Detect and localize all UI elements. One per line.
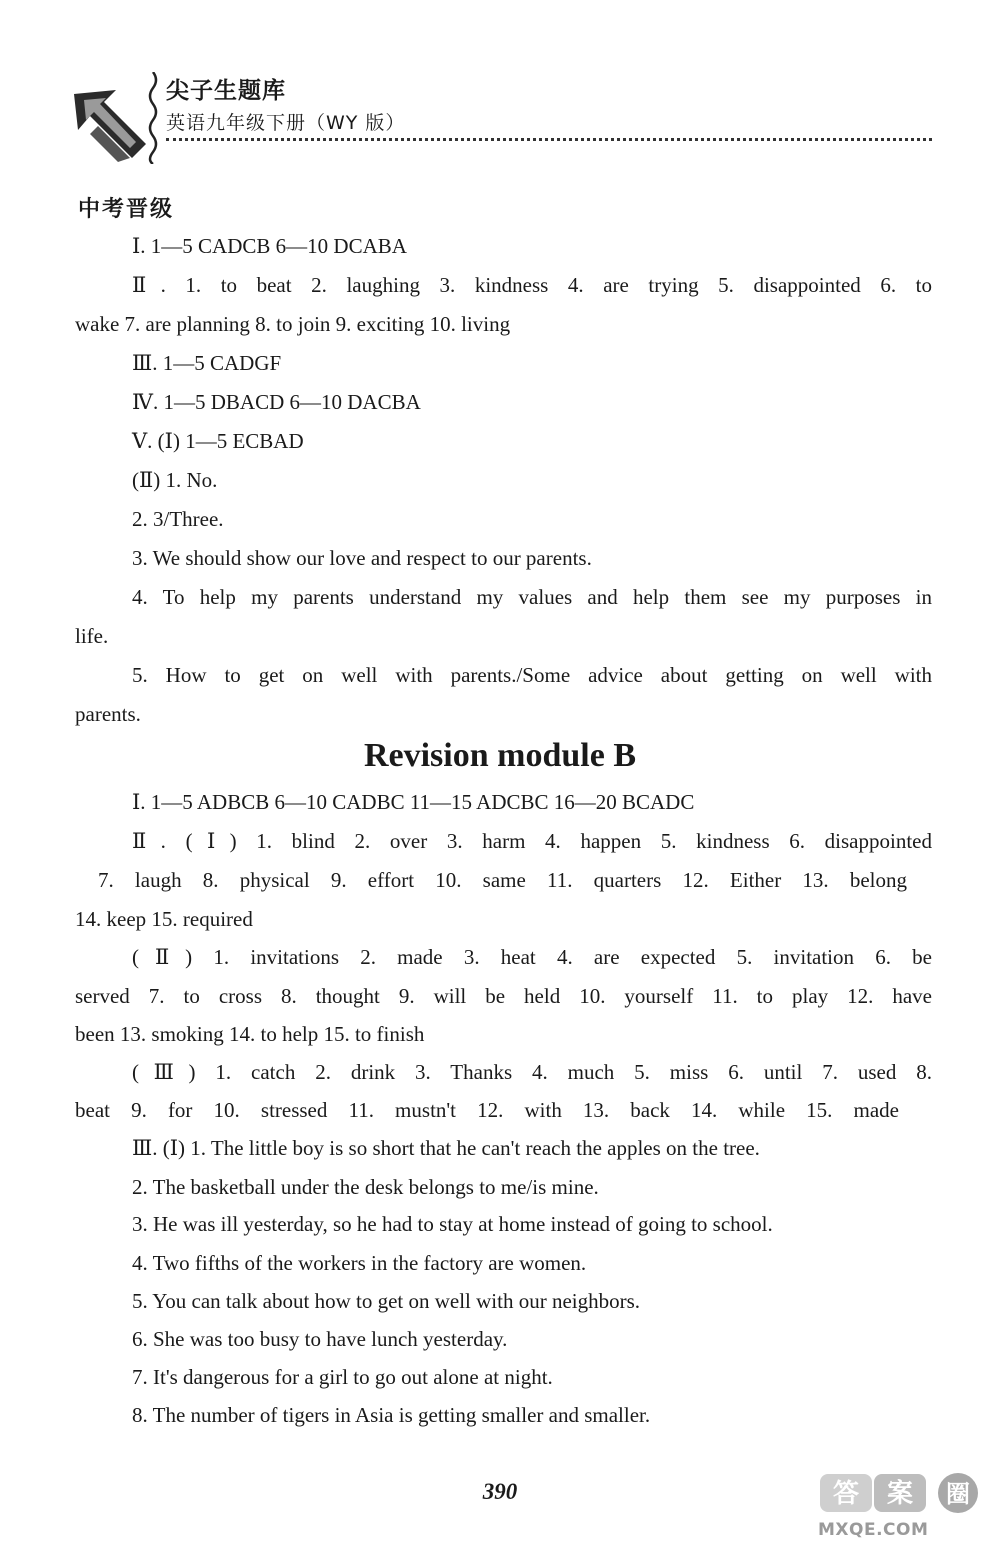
answer-line: wake 7. are planning 8. to join 9. exciting 10. living bbox=[75, 312, 511, 336]
answer-line: (Ⅱ) 1. No. bbox=[132, 468, 218, 492]
answer-line: 4. To help my parents understand my values and help them see my purposes in bbox=[132, 585, 932, 609]
answer-line: (Ⅲ) 1. catch 2. drink 3. Thanks 4. much 5. miss 6. until 7. used 8. bbox=[132, 1060, 932, 1084]
section-label: 中考晋级 bbox=[78, 197, 175, 222]
module-title: Revision module B bbox=[363, 737, 637, 774]
answer-line: been 13. smoking 14. to help 15. to finish bbox=[75, 1022, 425, 1046]
answer-line: 5. How to get on well with parents./Some advice about getting on well with bbox=[132, 663, 932, 687]
answer-line: (Ⅱ) 1. invitations 2. made 3. heat 4. are expected 5. invitation 6. be bbox=[132, 945, 932, 969]
answer-line: Ⅰ. 1—5 ADBCB 6—10 CADBC 11—15 ADCBC 16—20 BCADC bbox=[132, 790, 695, 814]
answer-line: 8. The number of tigers in Asia is getting smaller and smaller. bbox=[132, 1403, 651, 1427]
answer-line: 14. keep 15. required bbox=[75, 907, 253, 931]
answer-line: Ⅳ. 1—5 DBACD 6—10 DACBA bbox=[132, 390, 421, 414]
wavy-divider bbox=[146, 72, 160, 164]
answer-line: 3. We should show our love and respect to our parents. bbox=[132, 546, 592, 570]
book-series-title: 尖子生题库 bbox=[166, 78, 286, 104]
answer-line: 2. The basketball under the desk belongs to me/is mine. bbox=[132, 1175, 599, 1199]
answer-line: 5. You can talk about how to get on well with our neighbors. bbox=[132, 1289, 641, 1313]
answer-line: Ⅰ. 1—5 CADCB 6—10 DCABA bbox=[132, 234, 407, 258]
answer-line: life. bbox=[75, 624, 109, 648]
book-subtitle: 英语九年级下册（WY 版） bbox=[166, 112, 406, 134]
svg-text:案: 案 bbox=[886, 1479, 914, 1509]
answer-line: Ⅱ. 1. to beat 2. laughing 3. kindness 4. are trying 5. disappointed 6. to bbox=[132, 273, 932, 297]
svg-text:答: 答 bbox=[832, 1479, 860, 1509]
answer-line: 2. 3/Three. bbox=[132, 507, 224, 531]
answer-line: 4. Two fifths of the workers in the factory are women. bbox=[132, 1251, 587, 1275]
answer-line: 3. He was ill yesterday, so he had to stay at home instead of going to school. bbox=[132, 1212, 773, 1236]
answer-line: parents. bbox=[75, 702, 141, 726]
arrow-book-icon bbox=[70, 86, 150, 166]
page-header bbox=[70, 68, 932, 168]
watermark bbox=[808, 1470, 993, 1542]
answer-line: served 7. to cross 8. thought 9. will be held 10. yourself 11. to play 12. have bbox=[75, 984, 932, 1008]
page-number: 390 bbox=[482, 1479, 518, 1504]
watermark-logo bbox=[808, 1470, 993, 1520]
svg-text:圈: 圈 bbox=[946, 1480, 970, 1508]
answer-line: 7. laugh 8. physical 9. effort 10. same 11. quarters 12. Either 13. belong bbox=[98, 868, 907, 892]
answer-line: beat 9. for 10. stressed 11. mustn't 12. with 13. back 14. while 15. made bbox=[75, 1098, 899, 1122]
answer-line: 7. It's dangerous for a girl to go out alone at night. bbox=[132, 1365, 553, 1389]
answer-line: Ⅱ. (Ⅰ) 1. blind 2. over 3. harm 4. happen 5. kindness 6. disappointed bbox=[132, 829, 932, 853]
watermark-url: MXQE.COM bbox=[818, 1520, 929, 1540]
answer-line: Ⅴ. (Ⅰ) 1—5 ECBAD bbox=[132, 429, 304, 453]
answer-line: Ⅲ. 1—5 CADGF bbox=[132, 351, 282, 375]
answer-line: 6. She was too busy to have lunch yesterday. bbox=[132, 1327, 508, 1351]
answer-line: Ⅲ. (Ⅰ) 1. The little boy is so short that he can't reach the apples on the tree. bbox=[132, 1136, 760, 1160]
header-dotted-rule bbox=[166, 138, 932, 141]
